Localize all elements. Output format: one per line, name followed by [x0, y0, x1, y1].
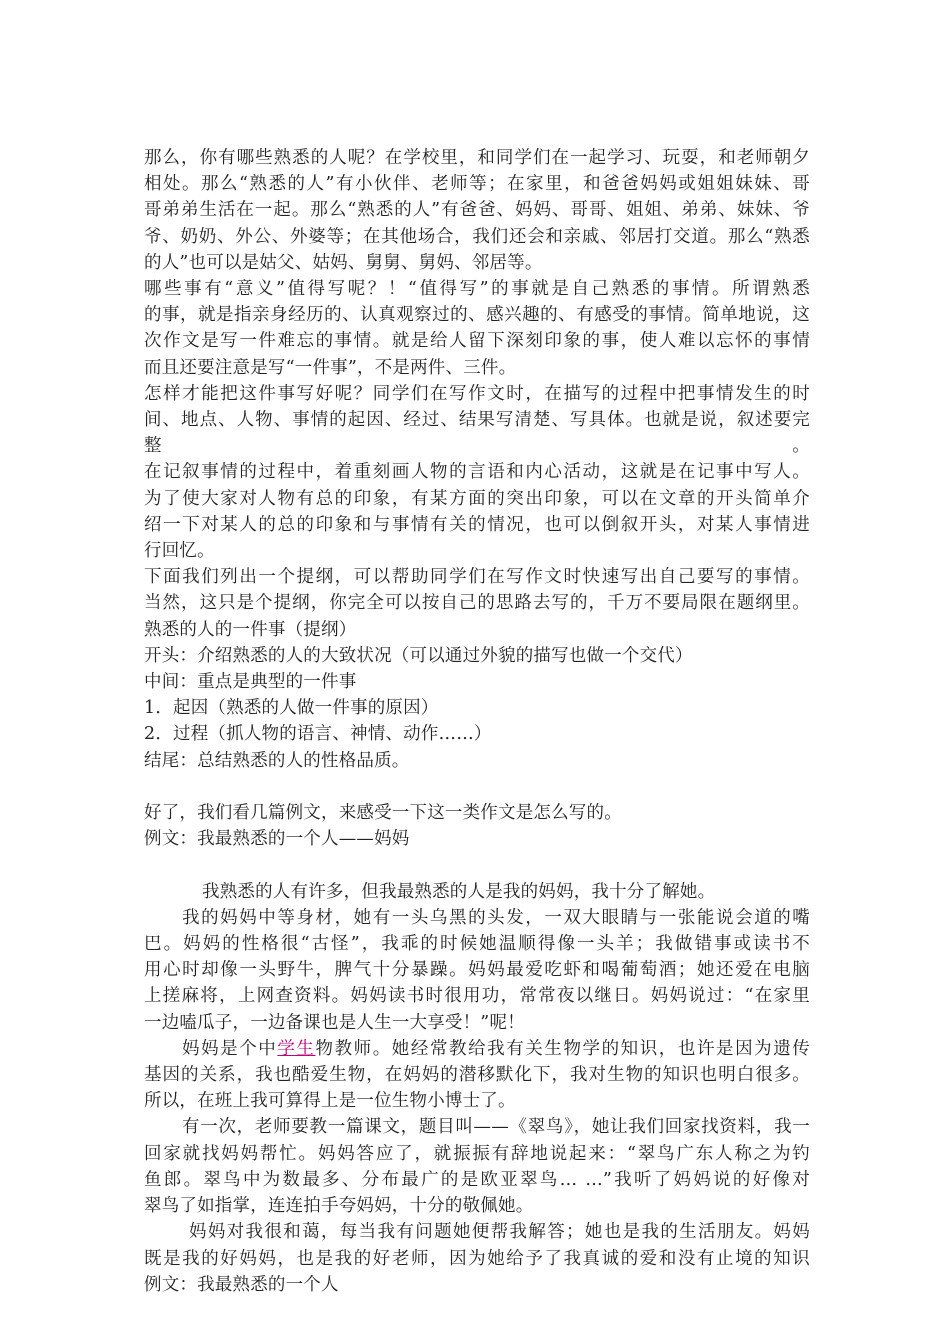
essay-p3-text-before: 妈妈是个中	[182, 1038, 278, 1059]
essay-p2-line-2: 巴。妈妈的性格很“古怪”，我乖的时候她温顺得像一头羊；我做错事或读书不	[144, 934, 810, 955]
outline-middle: 中间：重点是典型的一件事	[144, 672, 357, 693]
outline-item-2: 2．过程（抓人物的语言、神情、动作……）	[144, 724, 492, 745]
intro-p1-line-2: 相处。那么“熟悉的人”有小伙伴、老师等；在家里，和爸爸妈妈或姐姐妹妹、哥	[144, 174, 810, 195]
essay-p2-line-3: 用心时却像一头野牛，脾气十分暴躁。妈妈最爱吃虾和喝葡萄酒；她还爱在电脑	[144, 960, 810, 981]
intro-p3-line-1: 怎样才能把这件事写好呢？同学们在写作文时，在描写的过程中把事情发生的时	[144, 383, 810, 404]
essay-p2-line-4: 上搓麻将，上网查资料。妈妈读书时很用功，常常夜以继日。妈妈说过：“在家里	[144, 986, 810, 1007]
essay-p3-line-3: 所以，在班上我可算得上是一位生物小博士了。	[144, 1091, 516, 1112]
essay-p3-line-1	[144, 1036, 810, 1062]
outline-item-1: 1．起因（熟悉的人做一件事的原因）	[144, 698, 439, 719]
intro-p3-line-2: 间、地点、人物、事情的起因、经过、结果写清楚、写具体。也就是说，叙述要完整。	[144, 410, 810, 457]
intro-p3-line-6: 行回忆。	[144, 541, 215, 562]
intro-p3-line-4: 为了使大家对人物有总的印象，有某方面的突出印象，可以在文章的开头简单介	[144, 488, 810, 509]
intro-p1-line-1: 那么，你有哪些熟悉的人呢？在学校里，和同学们在一起学习、玩耍，和老师朝夕	[144, 148, 810, 168]
intro-p1-line-5: 的人”也可以是姑父、姑妈、舅舅、舅妈、邻居等。	[144, 252, 543, 273]
transition-line: 好了，我们看几篇例文，来感受一下这一类作文是怎么写的。	[144, 803, 622, 824]
essay-p4-line-1: 有一次，老师要教一篇课文，题目叫——《翠鸟》，她让我们回家找资料，我一	[182, 1117, 810, 1138]
essay-p4-line-2: 回家就找妈妈帮忙。妈妈答应了，就振振有辞地说起来：“翠鸟广东人称之为钓	[144, 1143, 810, 1164]
intro-p2-line-1: 哪些事有“意义”值得写呢？！“值得写”的事就是自己熟悉的事情。所谓熟悉	[144, 279, 810, 300]
intro-p3-line-3: 在记叙事情的过程中，着重刻画人物的言语和内心活动，这就是在记事中写人。	[144, 462, 810, 483]
student-link[interactable]: 学生	[277, 1038, 316, 1059]
intro-p4-line-1: 下面我们列出一个提纲，可以帮助同学们在写作文时快速写出自己要写的事情。	[144, 567, 810, 588]
essay-p3-text-after: 物教师。她经常教给我有关生物学的知识，也许是因为遗传	[315, 1038, 811, 1059]
intro-p1-line-3: 哥弟弟生活在一起。那么“熟悉的人”有爸爸、妈妈、哥哥、姐姐、弟弟、妹妹、爷	[144, 200, 810, 221]
essay-p4-line-3: 鱼郎。翠鸟中为数最多、分布最广的是欧亚翠鸟… …”我听了妈妈说的好像对	[144, 1169, 810, 1190]
essay-p3-line-2: 基因的关系，我也酷爱生物，在妈妈的潜移默化下，我对生物的知识也明白很多。	[144, 1065, 810, 1086]
document-page	[144, 145, 810, 1298]
intro-p3-line-5: 绍一下对某人的总的印象和与事情有关的情况，也可以倒叙开头，对某人事情进	[144, 514, 810, 535]
example-title: 例文：我最熟悉的一个人——妈妈	[144, 829, 410, 850]
intro-p4-line-2: 当然，这只是个提纲，你完全可以按自己的思路去写的，千万不要局限在题纲里。	[144, 593, 810, 614]
intro-p1-line-4: 爷、奶奶、外公、外婆等；在其他场合，我们还会和亲戚、邻居打交道。那么“熟悉	[144, 226, 810, 247]
outline-ending: 结尾：总结熟悉的人的性格品质。	[144, 750, 410, 771]
essay-p4-line-4: 翠鸟了如指掌，连连拍手夸妈妈，十分的敬佩她。	[144, 1196, 534, 1217]
intro-p2-line-2: 的事，就是指亲身经历的、认真观察过的、感兴趣的、有感受的事情。简单地说，这	[144, 305, 810, 326]
blank-line	[144, 774, 810, 800]
essay-p5-line-1: 妈妈对我很和蔼，每当我有问题她便帮我解答；她也是我的生活朋友。妈妈	[189, 1222, 810, 1243]
intro-p2-line-4: 而且还要注意是写“一件事”，不是两件、三件。	[144, 357, 517, 378]
essay-p1: 我熟悉的人有许多，但我最熟悉的人是我的妈妈，我十分了解她。	[202, 881, 716, 902]
essay-p5-line-2: 既是我的好妈妈，也是我的好老师，因为她给予了我真诚的爱和没有止境的知识	[144, 1248, 810, 1269]
intro-p2-line-3: 次作文是写一件难忘的事情。就是给人留下深刻印象的事，使人难以忘怀的事情	[144, 331, 810, 352]
outline-title: 熟悉的人的一件事（提纲）	[144, 619, 357, 640]
footer-example-title: 例文：我最熟悉的一个人	[144, 1274, 339, 1295]
outline-opening: 开头：介绍熟悉的人的大致状况（可以通过外貌的描写也做一个交代）	[144, 645, 693, 666]
essay-p2-line-1: 我的妈妈中等身材，她有一头乌黑的头发，一双大眼睛与一张能说会道的嘴	[182, 907, 810, 928]
blank-line	[144, 852, 810, 878]
essay-p2-line-5: 一边嗑瓜子，一边备课也是人生一大享受！”呢！	[144, 1012, 525, 1033]
